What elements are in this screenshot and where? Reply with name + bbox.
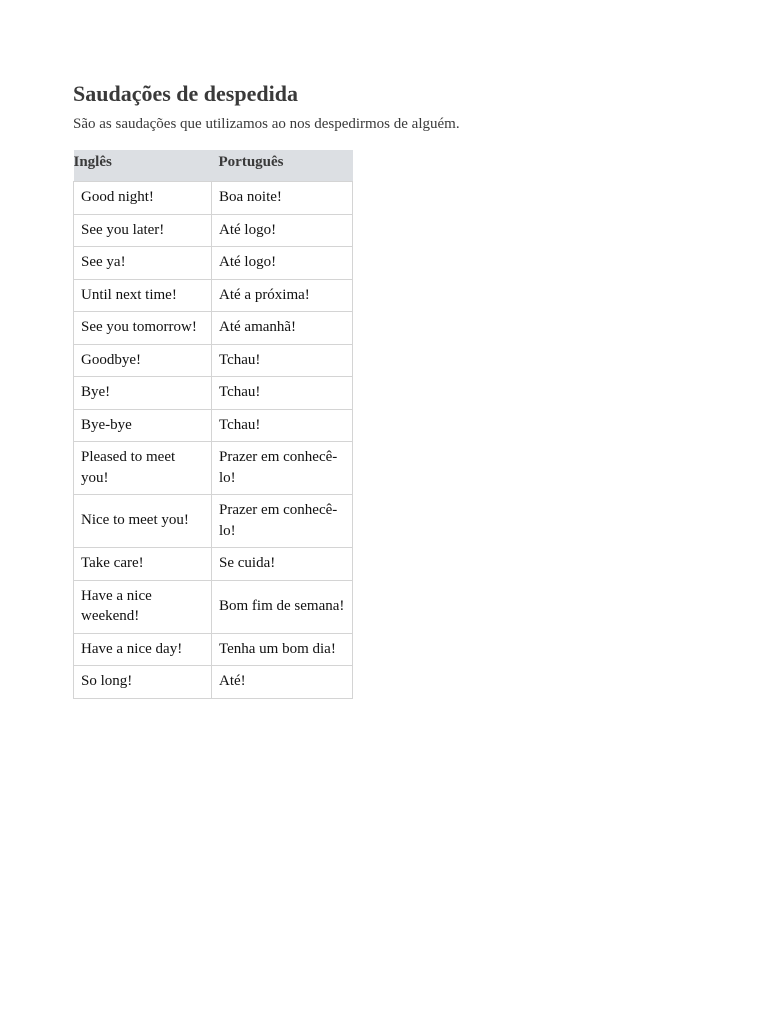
cell-portuguese: Até logo! [212,247,353,280]
cell-english: Bye! [74,377,212,410]
column-header-portuguese: Português [212,150,353,182]
cell-portuguese: Até logo! [212,214,353,247]
cell-portuguese: Tchau! [212,409,353,442]
page-title: Saudações de despedida [73,81,298,106]
table-row [74,495,353,548]
table-row [74,548,353,581]
cell-portuguese: Boa noite! [212,182,353,215]
cell-portuguese: Tenha um bom dia! [212,633,353,666]
cell-english: Take care! [74,548,212,581]
cell-english: Nice to meet you! [74,495,212,548]
cell-english: See ya! [74,247,212,280]
cell-portuguese: Se cuida! [212,548,353,581]
table-row [74,214,353,247]
table-row [74,666,353,699]
cell-english: Bye-bye [74,409,212,442]
cell-english: Until next time! [74,279,212,312]
greetings-table [73,150,353,699]
cell-english: See you later! [74,214,212,247]
table-row [74,312,353,345]
cell-english: Have a nice weekend! [74,580,212,633]
table-row [74,633,353,666]
table-row [74,182,353,215]
page-subtitle: São as saudações que utilizamos ao nos despedirmos de alguém. [73,116,460,132]
cell-portuguese: Prazer em conhecê-lo! [212,442,353,495]
table-row [74,344,353,377]
column-header-english: Inglês [74,150,212,182]
document-page [73,80,713,699]
table-row [74,409,353,442]
cell-portuguese: Prazer em conhecê-lo! [212,495,353,548]
table-row [74,279,353,312]
cell-portuguese: Tchau! [212,344,353,377]
table-row [74,247,353,280]
table-header-row [74,150,353,182]
cell-english: Pleased to meet you! [74,442,212,495]
cell-portuguese: Bom fim de semana! [212,580,353,633]
cell-english: Goodbye! [74,344,212,377]
table-row [74,580,353,633]
table-row [74,377,353,410]
cell-english: So long! [74,666,212,699]
cell-english: See you tomorrow! [74,312,212,345]
cell-english: Good night! [74,182,212,215]
cell-english: Have a nice day! [74,633,212,666]
cell-portuguese: Até a próxima! [212,279,353,312]
table-row [74,442,353,495]
cell-portuguese: Tchau! [212,377,353,410]
cell-portuguese: Até amanhã! [212,312,353,345]
cell-portuguese: Até! [212,666,353,699]
